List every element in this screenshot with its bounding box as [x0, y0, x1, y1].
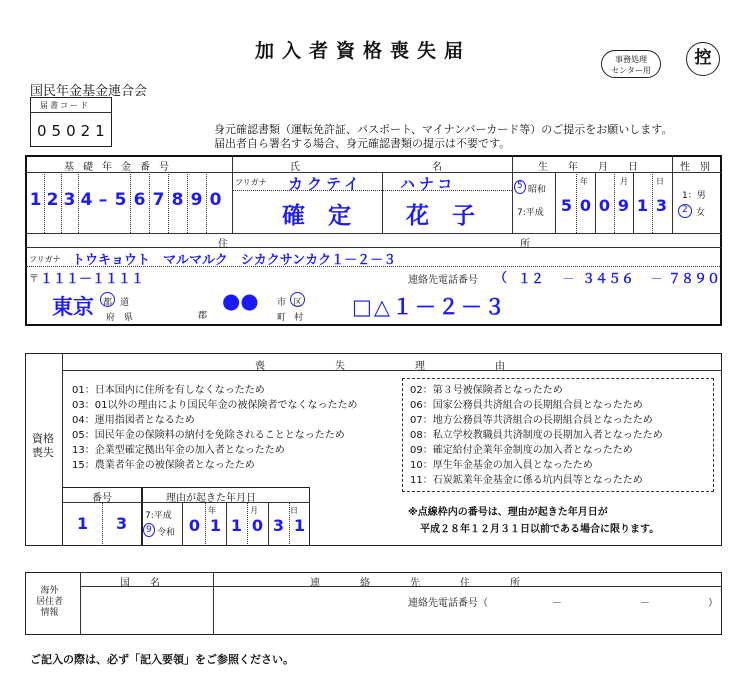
loss-month-label: 月 [250, 506, 258, 515]
birth-era-showa-no: 5 [517, 181, 523, 191]
loss-note-line-1: ※点線枠内の番号は、理由が起きた年月日が [408, 507, 608, 518]
form-code-value: 05021 [37, 122, 110, 140]
loss-date-digit: 1 [209, 516, 222, 535]
org-name: 国民年金基金連合会 [30, 84, 148, 99]
birth-month-label: 月 [620, 177, 628, 186]
phone-sep-1: － [562, 272, 576, 287]
loss-era-heisei: 7:平成 [145, 511, 172, 521]
reason-item: 10：厚生年金基金の加入員となったため [410, 460, 593, 471]
reasons-left-list [72, 383, 357, 473]
footer-note: ご記入の際は、必ず「記入要領」をご参照ください。 [30, 653, 294, 666]
loss-date-digit: 0 [188, 516, 201, 535]
pension-digit: 8 [171, 190, 184, 210]
loss-date-digit: 3 [272, 516, 285, 535]
reason-item: 06：国家公務員共済組合の長期組合員となったため [410, 400, 643, 411]
birth-day-label: 日 [656, 177, 664, 186]
name-kana-given: ハナコ [400, 175, 457, 193]
reason-item: 01：日本国内に住所を有しなくなったため [72, 385, 265, 396]
suffix-ku: 区 [293, 298, 303, 308]
header-pension-no: 基礎年金番号 [64, 162, 178, 173]
header-name-given: 名 [432, 162, 442, 173]
reason-item: 07：地方公務員等共済組合の長期組合員となったため [410, 415, 653, 426]
pension-digit: 7 [152, 190, 165, 210]
reason-item: 08：私立学校教職員共済制度の長期加入者となったため [410, 430, 663, 441]
sex-female: 女 [696, 208, 706, 218]
name-furigana-label: フリガナ [235, 178, 267, 187]
phone-part-1: １２ [518, 272, 545, 287]
phone-label: 連絡先電話番号 [408, 275, 478, 286]
overseas-phone-label: 連絡先電話番号（ [408, 598, 488, 609]
loss-number-digit: 3 [116, 514, 128, 533]
address-kana: トウキョウト マルマルク シカクサンカク１－２－３ [72, 253, 397, 268]
pension-digit: 9 [190, 190, 203, 210]
suffix-gun: 郡 [198, 311, 208, 321]
postal-code: １１１－１１１１ [40, 272, 145, 287]
header-address-sho: 所 [520, 239, 530, 250]
loss-number-label: 番号 [92, 493, 112, 504]
overseas-address-header: 連 絡 先 住 所 [310, 578, 520, 589]
pension-digit: 2 [46, 190, 59, 210]
sex-male: 1：男 [682, 191, 706, 201]
reason-item: 15：農業者年金の被保険者となったため [72, 460, 255, 471]
name-kana-family: カクテイ [288, 175, 363, 193]
phone-sep-2: － [650, 272, 664, 287]
birth-digit: 9 [617, 196, 630, 215]
reason-item: 11：石炭鉱業年金基金に係る坑内員等となったため [410, 475, 643, 486]
suffix-fu: 府 [106, 313, 116, 323]
loss-year-label: 年 [208, 506, 216, 515]
birth-digit: 0 [598, 196, 611, 215]
notice-line-1: 身元確認書類（運転免許証、パスポート、マイナンバーカード等）のご提示をお願いします。 [214, 123, 673, 136]
reason-item: 13：企業型確定拠出年金の加入者となったため [72, 445, 285, 456]
reason-item: 05：国民年金の保険料の納付を免除されることとなったため [72, 430, 345, 441]
address-furigana-label: フリガナ [29, 255, 61, 264]
address-city: ●● [222, 289, 259, 313]
birth-era-showa: 昭和 [528, 185, 547, 195]
loss-era-reiwa-no: 9 [146, 525, 152, 535]
overseas-phone-close: ） [708, 598, 718, 609]
birth-digit: 1 [636, 196, 649, 215]
reason-item: 03：01以外の理由により国民年金の被保険者でなくなったため [72, 400, 358, 411]
suffix-shi: 市 [277, 298, 287, 308]
suffix-machi: 町 [277, 313, 287, 323]
notice-line-2: 届出者自ら署名する場合、身元確認書類の提示は不要です。 [214, 137, 511, 150]
header-name-family: 氏 [290, 162, 300, 173]
birth-era-heisei: 7:平成 [517, 208, 544, 218]
header-birth: 生 年 月 日 [538, 162, 638, 173]
pension-digit: 1 [29, 190, 42, 210]
reasons-right-list [410, 383, 663, 488]
loss-date-digit: 1 [230, 516, 243, 535]
overseas-phone-sep-2: － [640, 598, 650, 609]
suffix-dou: 道 [120, 298, 130, 308]
loss-date-digit: 1 [293, 516, 306, 535]
reason-item: 04：運用指図者となるため [72, 415, 195, 426]
address-prefecture: 東京 [52, 295, 94, 319]
name-family: 確 定 [282, 203, 351, 229]
copy-seal: 控 [686, 42, 720, 76]
loss-day-label: 日 [290, 506, 298, 515]
suffix-ken: 県 [124, 313, 134, 323]
pension-digit: 5 [114, 190, 127, 210]
pension-digit: 3 [63, 190, 76, 210]
loss-era-reiwa: 令和 [157, 528, 176, 538]
overseas-phone-sep-1: － [552, 598, 562, 609]
overseas-side-label: 海外 居住者 情報 [36, 586, 64, 618]
loss-date-digit: 0 [251, 516, 264, 535]
pension-digit: 0 [209, 190, 222, 210]
birth-digit: 0 [579, 196, 592, 215]
reason-item: 02：第３号被保険者となったため [410, 385, 563, 396]
loss-number-digit: 1 [77, 514, 89, 533]
loss-date-label: 理由が起きた年月日 [166, 493, 256, 504]
pension-digit: 6 [133, 190, 146, 210]
birth-digit: 5 [560, 196, 573, 215]
loss-side-label: 資格 喪失 [32, 432, 54, 459]
sex-female-no: 2 [682, 205, 688, 215]
suffix-to: 都 [103, 298, 113, 308]
office-use-stamp: 事務処理 センター用 [601, 50, 661, 78]
name-given: 花 子 [406, 203, 475, 229]
loss-note-line-2: 平成２８年１２月３１日以前である場合に限ります。 [420, 524, 660, 535]
suffix-mura: 村 [294, 313, 304, 323]
overseas-country-header: 国 名 [120, 578, 160, 589]
phone-part-3: ７８９０ [668, 272, 721, 287]
pension-digit: 4 [80, 190, 93, 210]
form-code-label: 届書コード [40, 101, 90, 110]
loss-header: 喪 失 理 由 [255, 361, 505, 372]
header-address-jyu: 住 [218, 239, 228, 250]
form-title: 加入者資格喪失届 [255, 40, 472, 62]
phone-part-2: ３４５６ [582, 272, 635, 287]
phone-open-paren: （ [494, 271, 508, 286]
birth-year-label: 年 [580, 177, 588, 186]
header-sex: 性 別 [680, 162, 710, 173]
reason-item: 09：確定給付企業年金制度の加入者となったため [410, 445, 633, 456]
pension-number: 1 2 3 4 – 5 6 7 8 9 0 [27, 190, 225, 210]
postal-mark: 〒 [29, 274, 39, 285]
birth-digit: 3 [655, 196, 668, 215]
address-street: □△１－２－３ [352, 295, 507, 319]
